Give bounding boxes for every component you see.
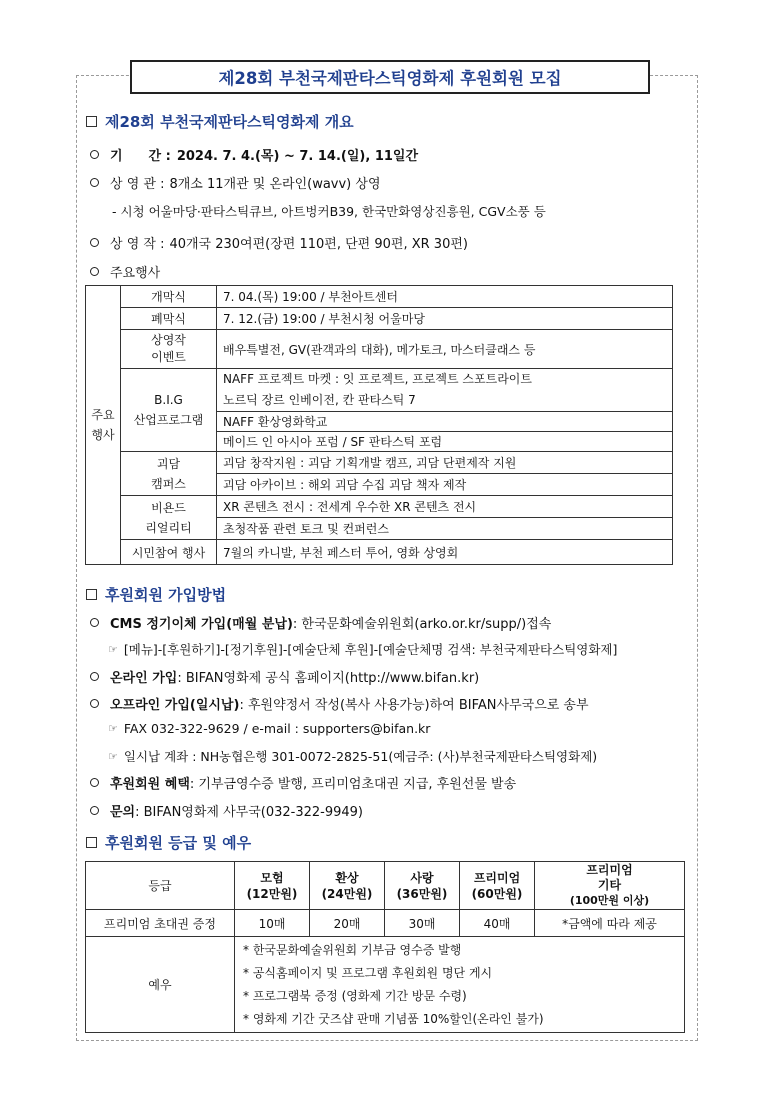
grade-cell-other — [535, 862, 685, 910]
events-side-label-line: 주요 — [91, 408, 115, 422]
account-row — [108, 747, 597, 765]
grade-label: 등급 — [86, 862, 235, 910]
table-row — [86, 452, 673, 474]
offline-value: : 후원약정서 작성(복사 사용가능)하여 BIFAN사무국으로 송부 — [239, 698, 589, 713]
ghost-label-line: 괴담 — [156, 456, 181, 471]
circle-bullet-icon — [90, 672, 99, 681]
table-row — [86, 910, 685, 937]
closing-value: 7. 12.(금) 19:00 / 부천시청 어울마당 — [217, 308, 673, 330]
beyond-label-line: 리얼리티 — [145, 520, 192, 535]
grade-amount: (12만원) — [246, 886, 298, 901]
venue-detail: - 시청 어울마당·판타스틱큐브, 아트벙커B39, 한국만화영상진흥원, CGV소풍 등 — [112, 204, 546, 219]
ghost-label — [121, 452, 217, 496]
grade-amount: (24만원) — [321, 886, 373, 901]
page-title: 제28회 부천국제판타스틱영화제 후원회원 모집 — [130, 60, 650, 94]
films-value: 40개국 230여편(장편 110편, 단편 90편, XR 30편) — [169, 237, 468, 252]
grade-cell — [385, 862, 460, 910]
section-join-title: 후원회원 가입방법 — [105, 586, 227, 604]
table-row — [86, 369, 673, 412]
period-value: 2024. 7. 4.(목) ~ 7. 14.(일), 11일간 — [176, 149, 419, 164]
events-label: 주요행사 — [110, 266, 161, 281]
contact-value: : BIFAN영화제 사무국(032-322-9949) — [135, 805, 364, 820]
period-label: 기 간 : — [110, 149, 171, 164]
screening-label — [121, 330, 217, 369]
benefit-row — [90, 773, 516, 792]
grade-name: 모험 — [260, 870, 284, 885]
big-label-line: 산업프로그램 — [133, 413, 204, 427]
offline-label: 오프라인 가입(일시납) — [110, 698, 240, 713]
beyond-label-line: 비욘드 — [151, 500, 186, 515]
grade-cell — [235, 862, 310, 910]
table-row — [86, 862, 685, 910]
benefit-label: 후원회원 혜택 — [110, 777, 190, 792]
table-row — [86, 286, 673, 308]
films-row — [90, 233, 468, 252]
big-label-line: B.I.G — [154, 393, 183, 407]
account-line: 일시납 계좌 : NH농협은행 301-0072-2825-51(예금주: (사)부천국제판타스틱영화제) — [123, 749, 598, 764]
section-grade-title: 후원회원 등급 및 예우 — [105, 834, 252, 852]
closing-label: 폐막식 — [121, 308, 217, 330]
big-item: 메이드 인 아시아 포럼 / SF 판타스틱 포럼 — [217, 432, 673, 452]
circle-bullet-icon — [90, 699, 99, 708]
ticket-count: 10매 — [235, 910, 310, 937]
grade-amount: (100만원 이상) — [569, 894, 650, 907]
grade-name: 기타 — [597, 878, 622, 892]
grade-name: 사랑 — [410, 870, 434, 885]
grade-name: 환상 — [335, 870, 359, 885]
ticket-count: 30매 — [385, 910, 460, 937]
big-market-cell — [217, 369, 673, 412]
grade-amount: (60만원) — [471, 886, 523, 901]
cms-row — [90, 613, 551, 632]
ghost-item: 괴담 창작지원 : 괴담 기획개발 캠프, 괴담 단편제작 지원 — [217, 452, 673, 474]
cms-path-row — [108, 640, 617, 658]
films-label: 상 영 작 : — [110, 237, 165, 252]
opening-label: 개막식 — [121, 286, 217, 308]
circle-bullet-icon — [90, 267, 99, 276]
big-label — [121, 369, 217, 452]
ticket-other: *금액에 따라 제공 — [535, 910, 685, 937]
offline-row — [90, 694, 589, 713]
online-label: 온라인 가입 — [110, 671, 178, 686]
big-item: NAFF 프로젝트 마켓 : 잇 프로젝트, 프로젝트 스포트라이트 — [223, 372, 532, 386]
section-overview-title: 제28회 부천국제판타스틱영화제 개요 — [105, 113, 354, 131]
grade-cell — [310, 862, 385, 910]
section-grade-heading — [86, 832, 251, 853]
venue-row — [90, 173, 381, 192]
circle-bullet-icon — [90, 238, 99, 247]
events-side-label — [86, 286, 121, 565]
contact-row — [90, 801, 363, 820]
beyond-label — [121, 496, 217, 540]
fax-row — [108, 721, 430, 736]
table-row — [86, 540, 673, 565]
citizen-value: 7월의 카니발, 부천 페스터 투어, 영화 상영회 — [217, 540, 673, 565]
cms-label: CMS 정기이체 가입(매월 분납) — [110, 617, 293, 632]
screening-value: 배우특별전, GV(관객과의 대화), 메가토크, 마스터클래스 등 — [217, 330, 673, 369]
period-row — [90, 145, 418, 164]
circle-bullet-icon — [90, 778, 99, 787]
events-side-label-line: 행사 — [91, 428, 115, 442]
perk-item: * 프로그램북 증정 (영화제 기간 방문 수령) — [243, 988, 467, 1003]
table-row — [86, 496, 673, 518]
big-item: NAFF 환상영화학교 — [217, 412, 673, 432]
ticket-label: 프리미엄 초대권 증정 — [86, 910, 235, 937]
checkbox-bullet-icon — [86, 837, 97, 848]
ticket-count: 40매 — [460, 910, 535, 937]
opening-value: 7. 04.(목) 19:00 / 부천아트센터 — [217, 286, 673, 308]
grade-cell — [460, 862, 535, 910]
circle-bullet-icon — [90, 178, 99, 187]
grade-table — [85, 861, 685, 1033]
online-value: : BIFAN영화제 공식 홈페이지(http://www.bifan.kr) — [177, 671, 480, 686]
circle-bullet-icon — [90, 150, 99, 159]
circle-bullet-icon — [90, 806, 99, 815]
big-item: 노르딕 장르 인베이전, 칸 판타스틱 7 — [223, 393, 416, 407]
grade-name: 프리미엄 — [586, 863, 633, 877]
checkbox-bullet-icon — [86, 116, 97, 127]
screening-label-line: 이벤트 — [151, 350, 186, 364]
table-row — [86, 937, 685, 1033]
ghost-item: 괴담 아카이브 : 해외 괴담 수집 괴담 책자 제작 — [217, 474, 673, 496]
perk-list — [235, 937, 685, 1033]
cms-value: : 한국문화예술위원회(arko.or.kr/supp/)접속 — [292, 617, 552, 632]
section-join-heading — [86, 584, 226, 605]
pointing-hand-icon: ☞ — [108, 749, 118, 763]
perk-item: * 한국문화예술위원회 기부금 영수증 발행 — [243, 942, 462, 957]
pointing-hand-icon: ☞ — [108, 722, 118, 735]
contact-label: 문의 — [110, 805, 136, 820]
benefit-value: : 기부금영수증 발행, 프리미엄초대권 지급, 후원선물 발송 — [189, 777, 517, 792]
citizen-label: 시민참여 행사 — [121, 540, 217, 565]
events-table — [85, 285, 673, 565]
circle-bullet-icon — [90, 618, 99, 627]
screening-label-line: 상영작 — [151, 333, 186, 347]
grade-amount: (36만원) — [396, 886, 448, 901]
beyond-item: XR 콘텐츠 전시 : 전세계 우수한 XR 콘텐츠 전시 — [217, 496, 673, 518]
checkbox-bullet-icon — [86, 589, 97, 600]
perk-item: * 공식홈페이지 및 프로그램 후원회원 명단 게시 — [243, 965, 493, 980]
venue-value: 8개소 11개관 및 온라인(wavv) 상영 — [169, 177, 381, 192]
table-row — [86, 308, 673, 330]
events-row — [90, 262, 160, 281]
venue-label: 상 영 관 : — [110, 177, 165, 192]
fax-line: FAX 032-322-9629 / e-mail : supporters@bifan.kr — [123, 721, 431, 736]
table-row — [86, 330, 673, 369]
ticket-count: 20매 — [310, 910, 385, 937]
cms-path: [메뉴]-[후원하기]-[정기후원]-[예술단체 후원]-[예술단체명 검색: 부천국제판타스틱영화제] — [123, 642, 618, 657]
perk-label: 예우 — [86, 937, 235, 1033]
section-overview-heading — [86, 111, 354, 132]
ghost-label-line: 캠퍼스 — [151, 476, 186, 491]
perk-item: * 영화제 기간 굿즈샵 판매 기념품 10%할인(온라인 불가) — [243, 1011, 544, 1026]
beyond-item: 초청작품 관련 토크 및 컨퍼런스 — [217, 518, 673, 540]
online-row — [90, 667, 479, 686]
pointing-hand-icon: ☞ — [108, 642, 118, 656]
grade-name: 프리미엄 — [473, 870, 521, 885]
